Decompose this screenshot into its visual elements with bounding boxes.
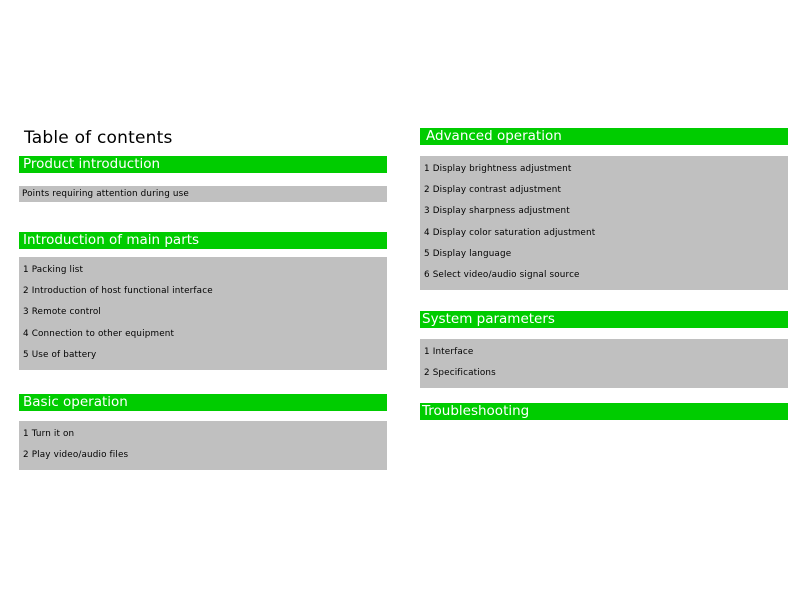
section-basic-operation	[19, 394, 387, 470]
toc-item[interactable]: Points requiring attention during use	[22, 189, 189, 199]
section-list	[420, 339, 788, 388]
toc-item[interactable]: 5 Use of battery	[23, 349, 97, 360]
toc-item[interactable]: 1 Display brightness adjustment	[424, 164, 572, 174]
toc-item[interactable]: 2 Play video/audio files	[23, 450, 129, 461]
section-system-parameters	[420, 311, 788, 388]
section-advanced-operation	[420, 128, 788, 290]
toc-item[interactable]: 1 Turn it on	[23, 429, 75, 439]
section-list	[19, 421, 387, 470]
toc-item[interactable]: 1 Interface	[424, 347, 474, 357]
section-header-troubleshooting[interactable]: Troubleshooting	[420, 403, 788, 420]
section-list	[19, 186, 387, 202]
toc-item[interactable]: 6 Select video/audio signal source	[424, 269, 580, 280]
toc-item[interactable]: 4 Display color saturation adjustment	[424, 227, 596, 238]
toc-item[interactable]: 2 Introduction of host functional interface	[23, 286, 213, 297]
toc-item[interactable]: 3 Display sharpness adjustment	[424, 206, 570, 217]
section-header-system-parameters[interactable]: System parameters	[420, 311, 788, 328]
section-list	[19, 257, 387, 370]
page-title: Table of contents	[24, 128, 173, 148]
toc-item[interactable]: 2 Display contrast adjustment	[424, 185, 562, 196]
toc-item[interactable]: 5 Display language	[424, 248, 512, 259]
section-header-product-introduction[interactable]: Product introduction	[19, 156, 387, 173]
section-list	[420, 156, 788, 290]
section-header-basic-operation[interactable]: Basic operation	[19, 394, 387, 411]
section-troubleshooting	[420, 403, 788, 420]
section-main-parts	[19, 232, 387, 370]
section-header-main-parts[interactable]: Introduction of main parts	[19, 232, 387, 249]
section-product-introduction	[19, 156, 387, 202]
toc-item[interactable]: 2 Specifications	[424, 368, 496, 379]
toc-item[interactable]: 1 Packing list	[23, 265, 84, 275]
toc-item[interactable]: 4 Connection to other equipment	[23, 328, 175, 339]
toc-item[interactable]: 3 Remote control	[23, 307, 102, 318]
section-header-advanced-operation[interactable]: Advanced operation	[420, 128, 788, 145]
